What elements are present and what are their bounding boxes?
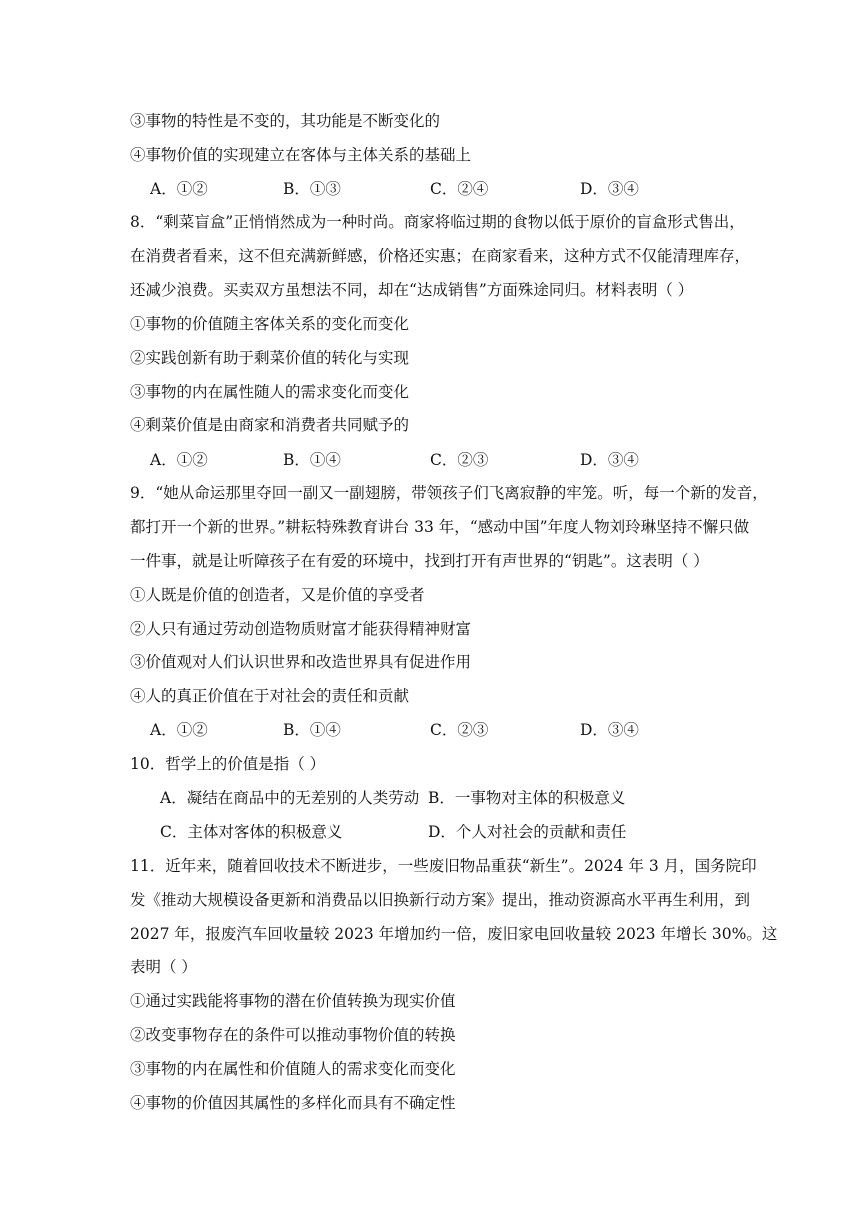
q7-option-c: C．②④ (430, 180, 489, 198)
q11-statement-2: ②改变事物存在的条件可以推动事物价值的转换 (130, 1026, 456, 1044)
q7-option-d: D．③④ (580, 180, 639, 198)
q8-statement-4: ④剩菜价值是由商家和消费者共同赋予的 (130, 416, 410, 434)
q9-statement-2: ②人只有通过劳动创造物质财富才能获得精神财富 (130, 620, 472, 638)
q9-option-b: B．①④ (283, 721, 341, 739)
q11-statement-4: ④事物的价值因其属性的多样化而具有不确定性 (130, 1094, 456, 1112)
q9-statement-4: ④人的真正价值在于对社会的责任和贡献 (130, 687, 410, 705)
q10-option-d: D．个人对社会的贡献和责任 (428, 823, 627, 841)
q9-statement-3: ③价值观对人们认识世界和改造世界具有促进作用 (130, 653, 472, 671)
q8-stem-line-1: 8．“剩菜盲盒”正悄悄然成为一种时尚。商家将临过期的食物以低于原价的盲盒形式售出， (130, 213, 745, 231)
q9-option-a: A．①② (150, 721, 208, 739)
q11-stem-line-4: 表明（ ） (130, 958, 197, 976)
q8-stem-line-2: 在消费者看来，这不但充满新鲜感，价格还实惠；在商家看来，这种方式不仅能清理库存， (130, 247, 751, 265)
q10-stem: 10．哲学上的价值是指（ ） (130, 755, 326, 773)
q10-option-b: B．一事物对主体的积极意义 (428, 789, 626, 807)
q7-statement-3: ③事物的特性是不变的，其功能是不断变化的 (130, 112, 441, 130)
q11-stem-line-3: 2027 年，报废汽车回收量较 2023 年增加约一倍，废旧家电回收量较 2023 年增长 30%。这 (130, 925, 778, 943)
q9-statement-1: ①人既是价值的创造者，又是价值的享受者 (130, 586, 425, 604)
q8-option-a: A．①② (150, 451, 208, 469)
q9-option-c: C．②③ (430, 721, 489, 739)
q9-stem-line-2: 都打开一个新的世界。”耕耘特殊教育讲台 33 年，“感动中国”年度人物刘玲琳坚持不懈只做 (130, 518, 750, 536)
q9-option-d: D．③④ (580, 721, 639, 739)
q7-statement-4: ④事物价值的实现建立在客体与主体关系的基础上 (130, 146, 472, 164)
q8-option-b: B．①④ (283, 451, 341, 469)
q8-statement-2: ②实践创新有助于剩菜价值的转化与实现 (130, 349, 410, 367)
q9-stem-line-1: 9．“她从命运那里夺回一副又一副翅膀，带领孩子们飞离寂静的牢笼。听，每一个新的发音， (130, 484, 768, 502)
q7-option-b: B．①③ (283, 180, 341, 198)
q11-statement-3: ③事物的内在属性和价值随人的需求变化而变化 (130, 1060, 456, 1078)
q8-statement-3: ③事物的内在属性随人的需求变化而变化 (130, 383, 410, 401)
q11-stem-line-1: 11．近年来，随着回收技术不断进步，一些废旧物品重获“新生”。2024 年 3 月，国务院印 (130, 857, 757, 875)
q8-stem-line-3: 还减少浪费。买卖双方虽想法不同，却在“达成销售”方面殊途同归。材料表明（ ） (130, 281, 694, 299)
q10-option-a: A．凝结在商品中的无差别的人类劳动 (160, 789, 420, 807)
q10-option-c: C．主体对客体的积极意义 (160, 823, 343, 841)
q8-option-d: D．③④ (580, 451, 639, 469)
q11-statement-1: ①通过实践能将事物的潜在价值转换为现实价值 (130, 992, 456, 1010)
q8-option-c: C．②③ (430, 451, 489, 469)
q7-option-a: A．①② (150, 180, 208, 198)
q9-stem-line-3: 一件事，就是让听障孩子在有爱的环境中，找到打开有声世界的“钥匙”。这表明（ ） (130, 552, 709, 570)
q11-stem-line-2: 发《推动大规模设备更新和消费品以旧换新行动方案》提出，推动资源高水平再生利用，到 (130, 891, 751, 909)
q8-statement-1: ①事物的价值随主客体关系的变化而变化 (130, 315, 410, 333)
